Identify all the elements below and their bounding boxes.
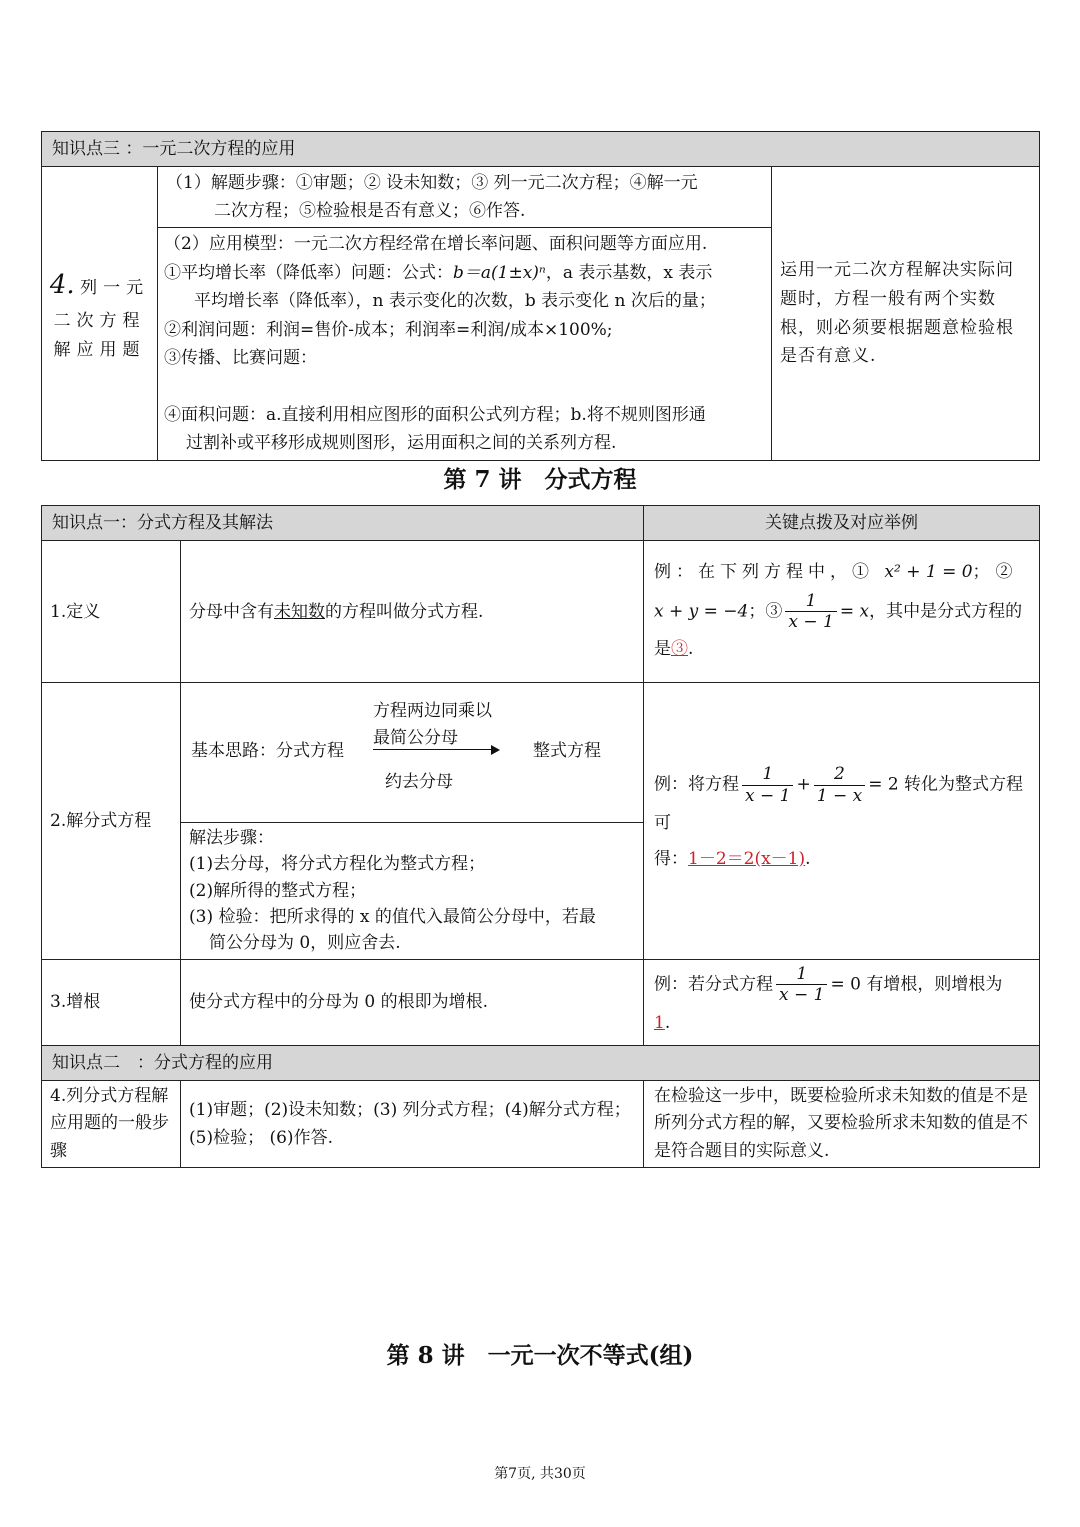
equation-3-rhs: = x [839,601,870,622]
definition-cell [181,541,644,683]
model-item-3: ③传播、比赛问题： [164,348,317,369]
note-cell: 运用一元二次方程解决实际问题时，方程一般有两个实数根，则必须要根据题意检验根是否有意义. [772,167,1040,461]
page-footer: 第7页, 共30页 [494,1466,586,1482]
example-cell [644,541,1040,683]
lecture-8-title: 第 8 讲 一元一次不等式(组) [386,1342,694,1369]
idea-cell [181,683,644,823]
table-header-row [42,1046,1040,1081]
step-2: (2)解所得的整式方程； [189,880,367,901]
fraction-denominator: x − 1 [785,611,836,632]
section-header-left: 知识点一：分式方程及其解法 [42,506,644,541]
row-label: 3.增根 [42,959,181,1045]
fraction-2 [814,764,865,806]
section-header-right: 关键点拨及对应举例 [644,506,1040,541]
growth-formula: b＝a(1±x)ⁿ [453,262,546,283]
fraction [785,591,836,633]
example-text: 例：若分式方程 [654,974,773,995]
fraction-numerator: 2 [834,764,845,785]
steps-title: 解法步骤： [189,828,274,849]
lecture-7-title: 第 7 讲 分式方程 [443,466,637,493]
example-text-b: = 0 有增根，则增根为 [830,974,1003,995]
table-row [42,541,1040,683]
example-text: 例：将方程 [654,774,739,795]
content-cell: 使分式方程中的分母为 0 的根即为增根. [181,959,644,1045]
idea-target: 整式方程 [533,740,601,761]
fraction-denominator: x − 1 [776,984,827,1005]
table-row [42,1081,1040,1168]
model-item-2: ②利润问题：利润=售价-成本；利润率=利润/成本×100%; [164,319,613,340]
table-header-row [42,506,1040,541]
arrow-right-icon [491,745,500,755]
example-text-b: = 2 转化为整式方程可 [654,774,1024,834]
section-header: 知识点二 ：分式方程的应用 [42,1046,1040,1081]
fraction-numerator: 1 [796,963,808,984]
arrow-label-top-2: 最简公分母 [373,727,458,748]
note-cell: 在检验这一步中，既要检验所求未知数的值是不是所列分式方程的解，又要检验所求未知数的值是不是符合题目的实际意义. [644,1081,1040,1168]
fraction-denominator: 1 − x [814,785,865,806]
fraction-numerator: 1 [762,764,774,785]
equation-2: x + y = −4 [654,601,749,622]
equation-1: x² + 1 = 0 [884,561,973,582]
idea-diagram [189,697,635,809]
table-row [42,959,1040,1045]
content-cell: (1)审题；(2)设未知数；(3) 列分式方程；(4)解分式方程；(5)检验； (6)作答. [181,1081,644,1168]
knowledge-table-7 [41,505,1040,1168]
model-1-text: ①平均增长率（降低率）问题：公式： [164,262,453,283]
row-label-text: 列一元二次方程解应用题 [53,277,150,360]
example-text-d: ，其中是分式方程的是 [654,601,1023,660]
model-item-1 [164,259,765,288]
row-label: 4.列分式方程解应用题的一般步骤 [42,1081,181,1168]
example-cell [644,959,1040,1045]
step-3-cont: 简公分母为 0，则应舍去. [209,933,401,954]
example-text: 例：在下列方程中，① [654,561,885,582]
row-label [42,167,158,461]
arrow-label-top-1: 方程两边同乘以 [373,700,492,721]
table-header-row [42,132,1040,167]
example-end: . [688,639,694,660]
table-row [42,683,1040,823]
step-3: (3) 检验：把所求得的 x 的值代入最简公分母中，若最 [189,907,596,928]
row-label-number: 4. [49,269,75,300]
row-label: 2.解分式方程 [42,683,181,960]
steps-cell [181,823,644,960]
arrow-label-bottom: 约去分母 [385,771,453,792]
answer: 1－2＝2(x－1) [688,848,806,869]
example-end: . [805,848,811,869]
fraction-denominator: x − 1 [742,785,793,806]
def-text: 分母中含有 [189,601,274,622]
example-text-b: ；② [972,561,1019,582]
fraction [776,964,827,1006]
example-cell [644,683,1040,960]
example-text-c: 得： [654,848,688,869]
model-1-text-b: ，a 表示基数，x 表示 [545,262,713,283]
fraction-numerator: 1 [805,590,817,611]
example-end: . [664,1012,671,1033]
plus-sign: + [796,774,811,795]
model-intro: （2）应用模型：一元二次方程经常在增长率问题、面积问题等方面应用. [164,234,708,255]
step-1: (1)去分母，将分式方程化为整式方程； [189,854,486,875]
steps-line-2: 二次方程；⑤检验根是否有意义；⑥作答. [214,201,526,222]
row-label: 1.定义 [42,541,181,683]
idea-label: 基本思路：分式方程 [191,740,344,761]
answer: 1 [654,1012,665,1033]
example-text-c: ；③ [748,601,783,622]
answer: ③ [671,639,688,660]
model-item-4: ④面积问题：a.直接利用相应图形的面积公式列方程；b.将不规则图形通 [164,404,706,425]
def-text-b: 的方程叫做分式方程. [325,601,484,622]
def-underlined: 未知数 [274,601,325,622]
solution-steps-cell [158,167,772,228]
model-cell [158,228,772,461]
knowledge-table-3 [41,131,1040,461]
model-item-4-cont: 过割补或平移形成规则图形，运用面积之间的关系列方程. [186,433,617,454]
arrow-shaft [373,749,495,751]
steps-line-1: （1）解题步骤：①审题；② 设未知数；③ 列一元二次方程；④解一元 [166,173,698,194]
model-item-1-cont: 平均增长率（降低率），n 表示变化的次数，b 表示变化 n 次后的量； [194,291,716,312]
fraction-1 [742,764,793,806]
section-header: 知识点三 ：一元二次方程的应用 [42,132,1040,167]
